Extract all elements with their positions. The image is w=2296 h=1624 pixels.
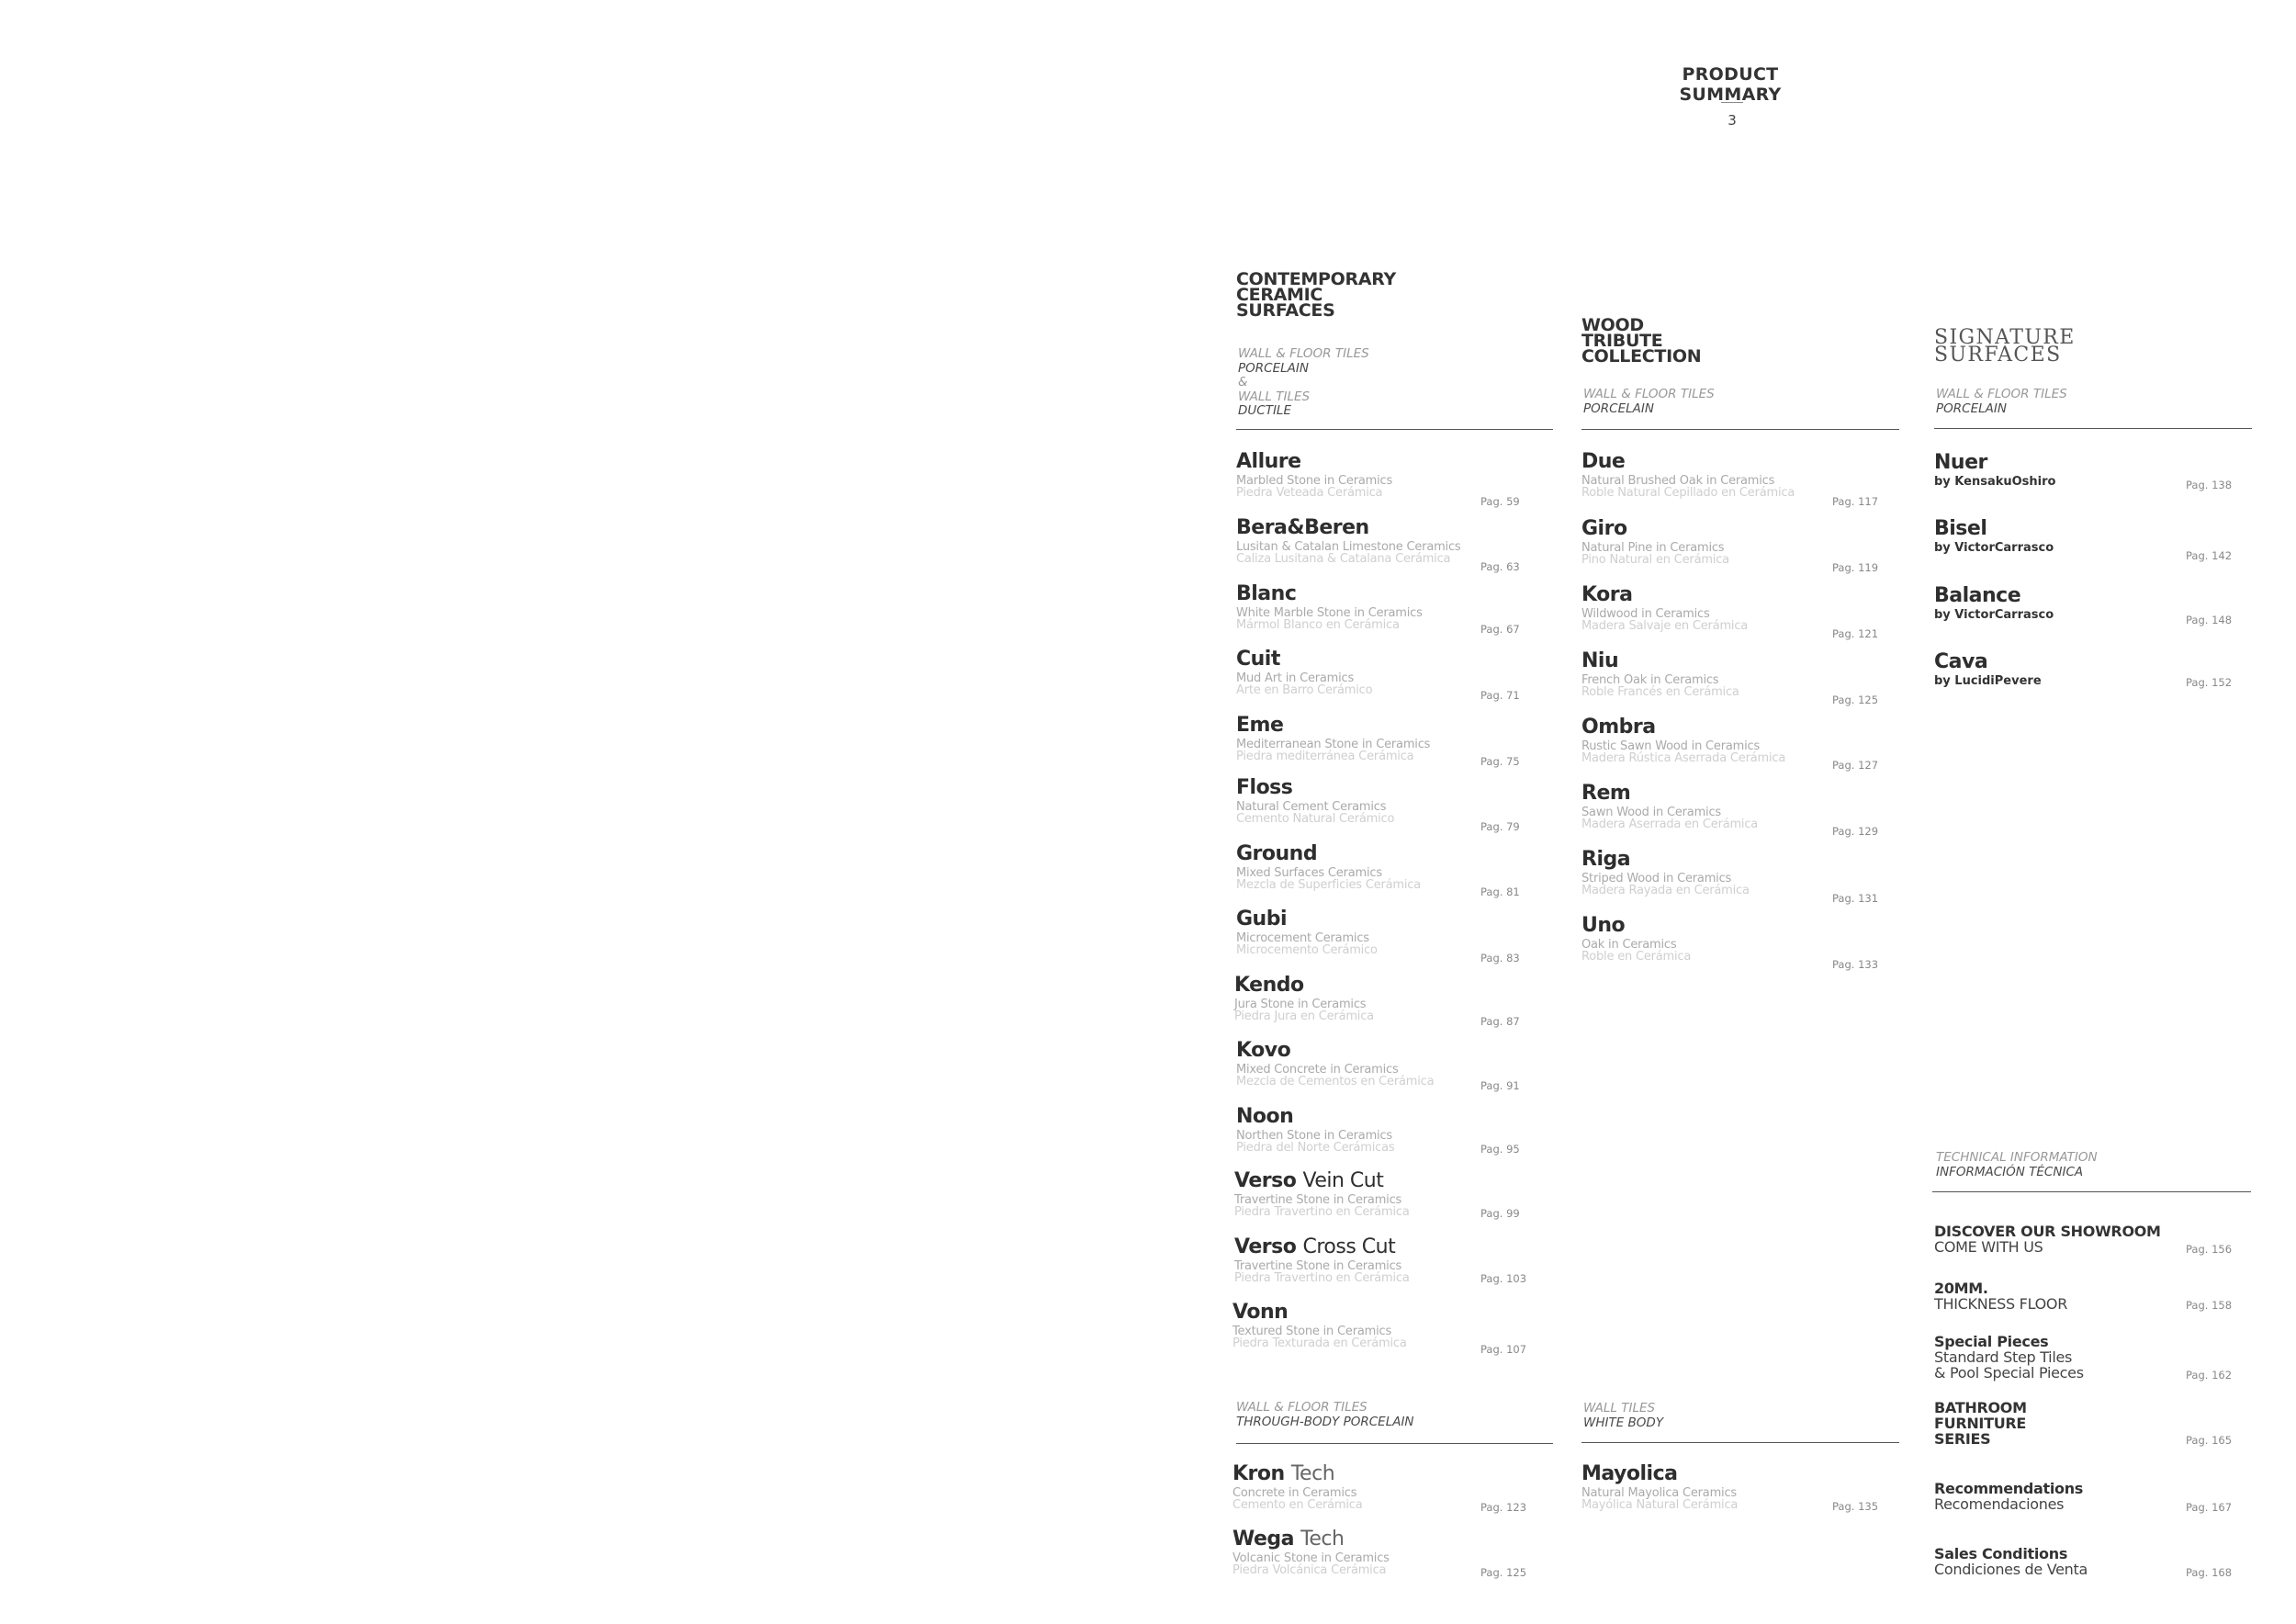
page-ref: Pag. 107 <box>1480 1343 1527 1356</box>
page-ref: Pag. 127 <box>1832 759 1879 772</box>
page-ref: Pag. 81 <box>1480 885 1520 898</box>
link-bathroom-furniture[interactable]: BATHROOM FURNITURE SERIES <box>1934 1399 2027 1448</box>
page-ref: Pag. 165 <box>2186 1434 2233 1447</box>
page-ref: Pag. 156 <box>2186 1243 2233 1256</box>
product-entry-bera-beren[interactable]: Bera&Beren Lusitan & Catalan Limestone Ceramics Caliza Lusitana & Catalana Cerámica <box>1236 516 1461 566</box>
product-entry-blanc[interactable]: Blanc White Marble Stone in Ceramics Mármol Blanco en Cerámica <box>1236 582 1423 632</box>
product-entry-balance[interactable]: Balance by VictorCarrasco <box>1934 584 2054 622</box>
link-special-pieces[interactable]: Special Pieces Standard Step Tiles & Pool Special Pieces <box>1934 1333 2084 1382</box>
page-ref: Pag. 152 <box>2186 676 2233 689</box>
page-ref: Pag. 142 <box>2186 549 2233 562</box>
product-entry-uno[interactable]: Uno Oak in Ceramics Roble en Cerámica <box>1581 914 1692 964</box>
product-entry-noon[interactable]: Noon Northen Stone in Ceramics Piedra del Norte Cerámicas <box>1236 1105 1395 1155</box>
page-ref: Pag. 63 <box>1480 560 1520 573</box>
section-divider <box>1236 1443 1553 1444</box>
product-entry-giro[interactable]: Giro Natural Pine in Ceramics Pino Natural en Cerámica <box>1581 517 1729 567</box>
product-entry-rem[interactable]: Rem Sawn Wood in Ceramics Madera Aserrada en Cerámica <box>1581 782 1759 831</box>
page-ref: Pag. 87 <box>1480 1015 1520 1028</box>
product-entry-niu[interactable]: Niu French Oak in Ceramics Roble Francés en Cerámica <box>1581 649 1739 699</box>
page-ref: Pag. 148 <box>2186 614 2233 626</box>
section-title-signature: SIGNATURE SURFACES <box>1934 326 2076 367</box>
page-ref: Pag. 138 <box>2186 479 2233 491</box>
section-title-contemporary: CONTEMPORARY CERAMIC SURFACES <box>1236 269 1397 321</box>
section-subhead-technical: TECHNICAL INFORMATION INFORMACIÓN TÉCNICA <box>1936 1150 2098 1179</box>
page-ref: Pag. 125 <box>1832 694 1879 706</box>
link-showroom[interactable]: DISCOVER OUR SHOWROOM COME WITH US <box>1934 1223 2161 1256</box>
product-entry-wega-tech[interactable]: Wega Tech Volcanic Stone in Ceramics Piedra Volcánica Cerámica <box>1232 1528 1390 1577</box>
product-entry-kovo[interactable]: Kovo Mixed Concrete in Ceramics Mezcla de Cementos en Cerámica <box>1236 1039 1435 1088</box>
section-subhead-wood: WALL & FLOOR TILES PORCELAIN <box>1583 387 1715 416</box>
product-entry-ombra[interactable]: Ombra Rustic Sawn Wood in Ceramics Madera Rústica Aserrada Cerámica <box>1581 716 1786 765</box>
page-ref: Pag. 125 <box>1480 1566 1527 1579</box>
section-subhead-through-body: WALL & FLOOR TILES THROUGH-BODY PORCELAIN <box>1236 1400 1414 1429</box>
section-divider <box>1581 429 1899 430</box>
link-thickness-floor[interactable]: 20MM. THICKNESS FLOOR <box>1934 1280 2068 1313</box>
product-entry-kora[interactable]: Kora Wildwood in Ceramics Madera Salvaje en Cerámica <box>1581 583 1749 633</box>
page-ref: Pag. 119 <box>1832 561 1879 574</box>
product-entry-kron-tech[interactable]: Kron Tech Concrete in Ceramics Cemento en Cerámica <box>1232 1462 1363 1512</box>
page-ref: Pag. 162 <box>2186 1369 2233 1382</box>
page-ref: Pag. 158 <box>2186 1299 2233 1312</box>
page-ref: Pag. 95 <box>1480 1143 1520 1156</box>
page-ref: Pag. 75 <box>1480 755 1520 768</box>
product-entry-bisel[interactable]: Bisel by VictorCarrasco <box>1934 517 2054 555</box>
product-entry-nuer[interactable]: Nuer by KensakuOshiro <box>1934 451 2056 489</box>
page-ref: Pag. 79 <box>1480 820 1520 833</box>
page-ref: Pag. 67 <box>1480 623 1520 636</box>
page-ref: Pag. 167 <box>2186 1501 2233 1514</box>
product-entry-kendo[interactable]: Kendo Jura Stone in Ceramics Piedra Jura en Cerámica <box>1234 974 1374 1023</box>
title-divider <box>1721 102 1743 103</box>
page-ref: Pag. 121 <box>1832 627 1879 640</box>
section-divider <box>1932 1191 2251 1192</box>
page-ref: Pag. 133 <box>1832 958 1879 971</box>
link-recommendations[interactable]: Recommendations Recomendaciones <box>1934 1480 2084 1513</box>
product-entry-floss[interactable]: Floss Natural Cement Ceramics Cemento Natural Cerámico <box>1236 776 1395 826</box>
product-entry-eme[interactable]: Eme Mediterranean Stone in Ceramics Piedra mediterránea Cerámica <box>1236 714 1431 763</box>
section-divider <box>1934 428 2252 429</box>
page-ref: Pag. 135 <box>1832 1500 1879 1513</box>
product-entry-mayolica[interactable]: Mayolica Natural Mayolica Ceramics Mayólica Natural Cerámica <box>1581 1462 1739 1512</box>
product-entry-cava[interactable]: Cava by LucidiPevere <box>1934 650 2042 688</box>
page-ref: Pag. 123 <box>1480 1501 1527 1514</box>
product-entry-allure[interactable]: Allure Marbled Stone in Ceramics Piedra Veteada Cerámica <box>1236 450 1393 500</box>
page-ref: Pag. 83 <box>1480 952 1520 964</box>
product-entry-cuit[interactable]: Cuit Mud Art in Ceramics Arte en Barro Cerámico <box>1236 648 1373 697</box>
product-entry-due[interactable]: Due Natural Brushed Oak in Ceramics Roble Natural Cepillado en Cerámica <box>1581 450 1795 500</box>
section-subhead-contemporary: WALL & FLOOR TILES PORCELAIN & WALL TILES DUCTILE <box>1238 346 1369 418</box>
page-ref: Pag. 99 <box>1480 1207 1520 1220</box>
link-sales-conditions[interactable]: Sales Conditions Condiciones de Venta <box>1934 1545 2088 1578</box>
product-entry-vonn[interactable]: Vonn Textured Stone in Ceramics Piedra Texturada en Cerámica <box>1232 1301 1407 1350</box>
page-ref: Pag. 103 <box>1480 1272 1527 1285</box>
product-entry-verso-cross-cut[interactable]: Verso Cross Cut Travertine Stone in Ceramics Piedra Travertino en Cerámica <box>1234 1235 1410 1285</box>
section-subhead-signature: WALL & FLOOR TILES PORCELAIN <box>1936 387 2067 416</box>
section-title-wood-tribute: WOOD TRIBUTE COLLECTION <box>1581 315 1702 367</box>
section-divider <box>1236 429 1553 430</box>
product-entry-gubi[interactable]: Gubi Microcement Ceramics Microcemento Cerámico <box>1236 908 1378 957</box>
page-ref: Pag. 117 <box>1832 495 1879 508</box>
section-subhead-white-body: WALL TILES WHITE BODY <box>1583 1401 1664 1430</box>
page-ref: Pag. 131 <box>1832 892 1879 905</box>
page-title: PRODUCT SUMMARY <box>1679 64 1782 105</box>
page-ref: Pag. 129 <box>1832 825 1879 838</box>
page-ref: Pag. 71 <box>1480 689 1520 702</box>
section-divider <box>1581 1442 1899 1443</box>
page-ref: Pag. 168 <box>2186 1566 2233 1579</box>
page-number: 3 <box>1728 112 1737 129</box>
product-entry-ground[interactable]: Ground Mixed Surfaces Ceramics Mezcla de Superficies Cerámica <box>1236 842 1421 892</box>
page-ref: Pag. 59 <box>1480 495 1520 508</box>
product-entry-verso-vein-cut[interactable]: Verso Vein Cut Travertine Stone in Ceramics Piedra Travertino en Cerámica <box>1234 1169 1410 1219</box>
page-ref: Pag. 91 <box>1480 1079 1520 1092</box>
product-entry-riga[interactable]: Riga Striped Wood in Ceramics Madera Rayada en Cerámica <box>1581 848 1750 897</box>
